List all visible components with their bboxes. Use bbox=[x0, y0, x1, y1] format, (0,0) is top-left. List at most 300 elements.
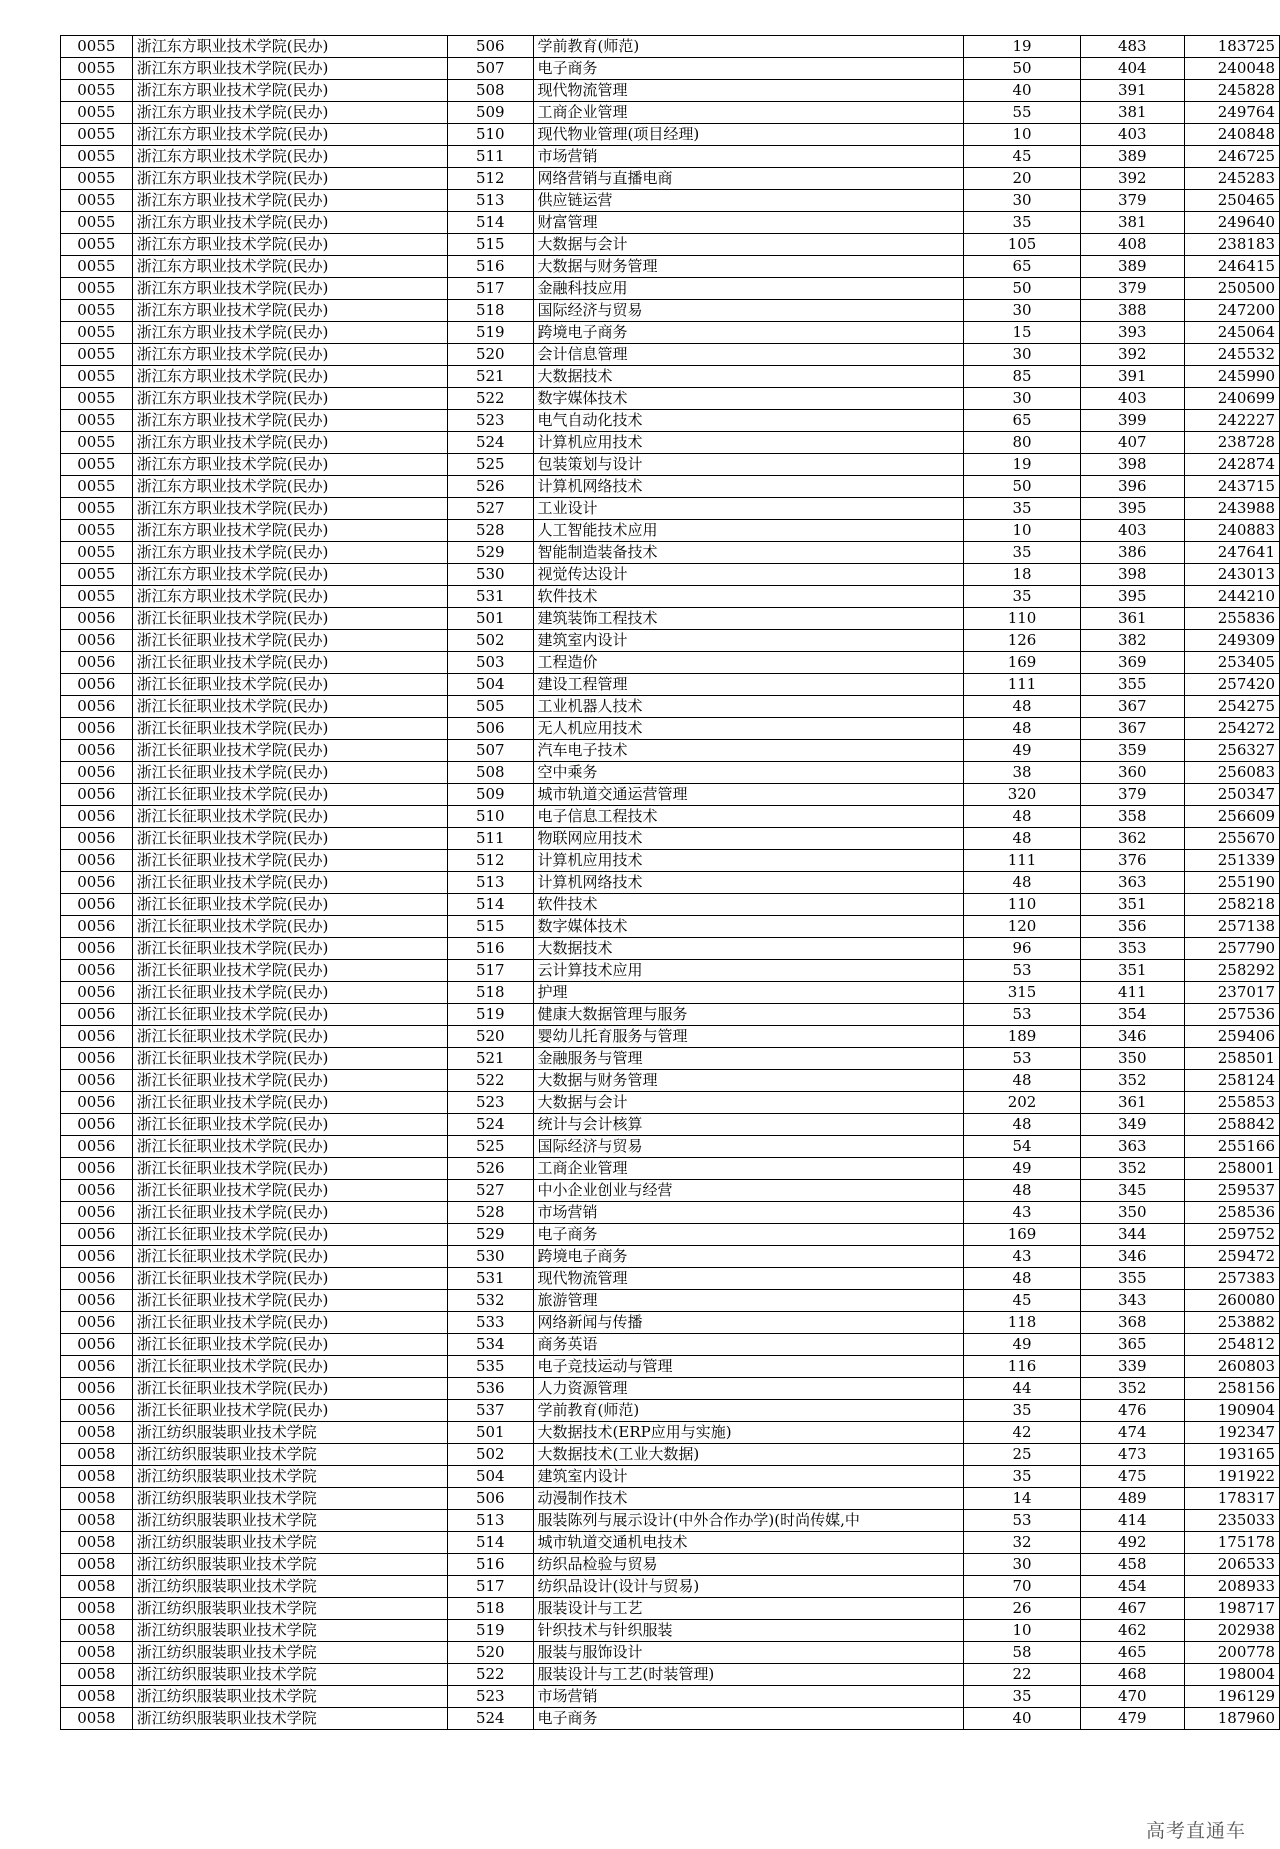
school-code-cell: 0056 bbox=[61, 1158, 133, 1180]
school-name-cell: 浙江东方职业技术学院(民办) bbox=[132, 58, 447, 80]
rank-cell: 258156 bbox=[1184, 1378, 1279, 1400]
score-cell: 359 bbox=[1080, 740, 1184, 762]
rank-cell: 255166 bbox=[1184, 1136, 1279, 1158]
score-cell: 354 bbox=[1080, 1004, 1184, 1026]
major-name-cell: 健康大数据管理与服务 bbox=[533, 1004, 964, 1026]
score-cell: 355 bbox=[1080, 674, 1184, 696]
score-cell: 398 bbox=[1080, 564, 1184, 586]
school-name-cell: 浙江东方职业技术学院(民办) bbox=[132, 146, 447, 168]
quota-cell: 19 bbox=[964, 454, 1081, 476]
score-cell: 376 bbox=[1080, 850, 1184, 872]
quota-cell: 35 bbox=[964, 586, 1081, 608]
rank-cell: 245532 bbox=[1184, 344, 1279, 366]
major-name-cell: 软件技术 bbox=[533, 586, 964, 608]
school-name-cell: 浙江长征职业技术学院(民办) bbox=[132, 960, 447, 982]
rank-cell: 246725 bbox=[1184, 146, 1279, 168]
rank-cell: 253882 bbox=[1184, 1312, 1279, 1334]
table-row bbox=[61, 520, 1280, 542]
table-row bbox=[61, 1070, 1280, 1092]
table-row bbox=[61, 256, 1280, 278]
quota-cell: 65 bbox=[964, 410, 1081, 432]
school-name-cell: 浙江纺织服装职业技术学院 bbox=[132, 1708, 447, 1730]
school-name-cell: 浙江长征职业技术学院(民办) bbox=[132, 630, 447, 652]
score-cell: 458 bbox=[1080, 1554, 1184, 1576]
major-code-cell: 527 bbox=[448, 498, 534, 520]
major-name-cell: 婴幼儿托育服务与管理 bbox=[533, 1026, 964, 1048]
quota-cell: 202 bbox=[964, 1092, 1081, 1114]
school-code-cell: 0056 bbox=[61, 828, 133, 850]
major-code-cell: 523 bbox=[448, 410, 534, 432]
table-row bbox=[61, 278, 1280, 300]
major-code-cell: 534 bbox=[448, 1334, 534, 1356]
table-row bbox=[61, 344, 1280, 366]
major-code-cell: 526 bbox=[448, 1158, 534, 1180]
major-name-cell: 智能制造装备技术 bbox=[533, 542, 964, 564]
quota-cell: 35 bbox=[964, 212, 1081, 234]
rank-cell: 259537 bbox=[1184, 1180, 1279, 1202]
major-name-cell: 供应链运营 bbox=[533, 190, 964, 212]
major-name-cell: 会计信息管理 bbox=[533, 344, 964, 366]
school-code-cell: 0055 bbox=[61, 124, 133, 146]
table-row bbox=[61, 740, 1280, 762]
major-code-cell: 529 bbox=[448, 542, 534, 564]
quota-cell: 54 bbox=[964, 1136, 1081, 1158]
quota-cell: 50 bbox=[964, 476, 1081, 498]
score-cell: 361 bbox=[1080, 1092, 1184, 1114]
quota-cell: 85 bbox=[964, 366, 1081, 388]
score-cell: 392 bbox=[1080, 344, 1184, 366]
school-name-cell: 浙江纺织服装职业技术学院 bbox=[132, 1532, 447, 1554]
major-name-cell: 市场营销 bbox=[533, 146, 964, 168]
school-name-cell: 浙江纺织服装职业技术学院 bbox=[132, 1444, 447, 1466]
major-name-cell: 电子商务 bbox=[533, 1224, 964, 1246]
major-name-cell: 建筑装饰工程技术 bbox=[533, 608, 964, 630]
school-name-cell: 浙江长征职业技术学院(民办) bbox=[132, 894, 447, 916]
school-code-cell: 0058 bbox=[61, 1422, 133, 1444]
quota-cell: 43 bbox=[964, 1202, 1081, 1224]
major-name-cell: 工程造价 bbox=[533, 652, 964, 674]
quota-cell: 35 bbox=[964, 498, 1081, 520]
major-code-cell: 508 bbox=[448, 762, 534, 784]
score-cell: 346 bbox=[1080, 1246, 1184, 1268]
major-code-cell: 515 bbox=[448, 234, 534, 256]
rank-cell: 250465 bbox=[1184, 190, 1279, 212]
major-code-cell: 520 bbox=[448, 344, 534, 366]
quota-cell: 53 bbox=[964, 960, 1081, 982]
major-name-cell: 大数据技术 bbox=[533, 938, 964, 960]
major-code-cell: 508 bbox=[448, 80, 534, 102]
score-cell: 358 bbox=[1080, 806, 1184, 828]
major-code-cell: 502 bbox=[448, 630, 534, 652]
score-cell: 362 bbox=[1080, 828, 1184, 850]
table-row bbox=[61, 168, 1280, 190]
score-cell: 393 bbox=[1080, 322, 1184, 344]
score-cell: 379 bbox=[1080, 278, 1184, 300]
school-name-cell: 浙江长征职业技术学院(民办) bbox=[132, 652, 447, 674]
rank-cell: 235033 bbox=[1184, 1510, 1279, 1532]
quota-cell: 14 bbox=[964, 1488, 1081, 1510]
quota-cell: 116 bbox=[964, 1356, 1081, 1378]
major-name-cell: 网络新闻与传播 bbox=[533, 1312, 964, 1334]
table-row bbox=[61, 146, 1280, 168]
major-code-cell: 517 bbox=[448, 1576, 534, 1598]
major-code-cell: 528 bbox=[448, 1202, 534, 1224]
score-cell: 345 bbox=[1080, 1180, 1184, 1202]
major-code-cell: 531 bbox=[448, 1268, 534, 1290]
rank-cell: 202938 bbox=[1184, 1620, 1279, 1642]
major-name-cell: 纺织品检验与贸易 bbox=[533, 1554, 964, 1576]
major-name-cell: 计算机网络技术 bbox=[533, 872, 964, 894]
table-row bbox=[61, 432, 1280, 454]
rank-cell: 259406 bbox=[1184, 1026, 1279, 1048]
table-row bbox=[61, 1488, 1280, 1510]
school-name-cell: 浙江东方职业技术学院(民办) bbox=[132, 234, 447, 256]
major-code-cell: 525 bbox=[448, 1136, 534, 1158]
table-row bbox=[61, 1158, 1280, 1180]
school-name-cell: 浙江长征职业技术学院(民办) bbox=[132, 938, 447, 960]
school-name-cell: 浙江东方职业技术学院(民办) bbox=[132, 366, 447, 388]
school-code-cell: 0058 bbox=[61, 1466, 133, 1488]
score-cell: 365 bbox=[1080, 1334, 1184, 1356]
admission-score-table bbox=[60, 35, 1280, 1730]
major-name-cell: 计算机应用技术 bbox=[533, 850, 964, 872]
rank-cell: 175178 bbox=[1184, 1532, 1279, 1554]
score-cell: 483 bbox=[1080, 36, 1184, 58]
school-code-cell: 0055 bbox=[61, 190, 133, 212]
quota-cell: 10 bbox=[964, 1620, 1081, 1642]
major-name-cell: 学前教育(师范) bbox=[533, 36, 964, 58]
table-row bbox=[61, 36, 1280, 58]
score-cell: 379 bbox=[1080, 190, 1184, 212]
major-code-cell: 512 bbox=[448, 850, 534, 872]
table-row bbox=[61, 1268, 1280, 1290]
rank-cell: 245828 bbox=[1184, 80, 1279, 102]
rank-cell: 253405 bbox=[1184, 652, 1279, 674]
rank-cell: 257790 bbox=[1184, 938, 1279, 960]
school-name-cell: 浙江纺织服装职业技术学院 bbox=[132, 1510, 447, 1532]
table-row bbox=[61, 982, 1280, 1004]
major-name-cell: 电子商务 bbox=[533, 1708, 964, 1730]
rank-cell: 208933 bbox=[1184, 1576, 1279, 1598]
quota-cell: 48 bbox=[964, 1180, 1081, 1202]
school-code-cell: 0055 bbox=[61, 542, 133, 564]
table-row bbox=[61, 542, 1280, 564]
major-name-cell: 大数据与财务管理 bbox=[533, 256, 964, 278]
quota-cell: 189 bbox=[964, 1026, 1081, 1048]
table-row bbox=[61, 1642, 1280, 1664]
school-name-cell: 浙江长征职业技术学院(民办) bbox=[132, 1400, 447, 1422]
rank-cell: 238728 bbox=[1184, 432, 1279, 454]
score-cell: 468 bbox=[1080, 1664, 1184, 1686]
school-name-cell: 浙江长征职业技术学院(民办) bbox=[132, 1048, 447, 1070]
rank-cell: 244210 bbox=[1184, 586, 1279, 608]
school-code-cell: 0055 bbox=[61, 476, 133, 498]
score-cell: 391 bbox=[1080, 366, 1184, 388]
rank-cell: 258536 bbox=[1184, 1202, 1279, 1224]
rank-cell: 256083 bbox=[1184, 762, 1279, 784]
quota-cell: 35 bbox=[964, 1686, 1081, 1708]
major-code-cell: 513 bbox=[448, 872, 534, 894]
school-name-cell: 浙江纺织服装职业技术学院 bbox=[132, 1488, 447, 1510]
score-cell: 414 bbox=[1080, 1510, 1184, 1532]
major-name-cell: 计算机应用技术 bbox=[533, 432, 964, 454]
major-name-cell: 软件技术 bbox=[533, 894, 964, 916]
table-row bbox=[61, 58, 1280, 80]
score-cell: 473 bbox=[1080, 1444, 1184, 1466]
score-cell: 346 bbox=[1080, 1026, 1184, 1048]
major-name-cell: 大数据与会计 bbox=[533, 234, 964, 256]
quota-cell: 110 bbox=[964, 894, 1081, 916]
major-code-cell: 511 bbox=[448, 146, 534, 168]
school-code-cell: 0055 bbox=[61, 300, 133, 322]
school-code-cell: 0055 bbox=[61, 454, 133, 476]
major-name-cell: 跨境电子商务 bbox=[533, 1246, 964, 1268]
rank-cell: 183725 bbox=[1184, 36, 1279, 58]
table-row bbox=[61, 762, 1280, 784]
quota-cell: 32 bbox=[964, 1532, 1081, 1554]
major-code-cell: 516 bbox=[448, 938, 534, 960]
table-row bbox=[61, 850, 1280, 872]
school-name-cell: 浙江纺织服装职业技术学院 bbox=[132, 1686, 447, 1708]
rank-cell: 243013 bbox=[1184, 564, 1279, 586]
major-name-cell: 工商企业管理 bbox=[533, 102, 964, 124]
school-name-cell: 浙江东方职业技术学院(民办) bbox=[132, 212, 447, 234]
major-name-cell: 云计算技术应用 bbox=[533, 960, 964, 982]
table-row bbox=[61, 102, 1280, 124]
school-code-cell: 0055 bbox=[61, 36, 133, 58]
school-code-cell: 0056 bbox=[61, 1268, 133, 1290]
school-name-cell: 浙江东方职业技术学院(民办) bbox=[132, 168, 447, 190]
school-code-cell: 0056 bbox=[61, 916, 133, 938]
table-row bbox=[61, 410, 1280, 432]
quota-cell: 44 bbox=[964, 1378, 1081, 1400]
score-cell: 367 bbox=[1080, 696, 1184, 718]
rank-cell: 237017 bbox=[1184, 982, 1279, 1004]
school-code-cell: 0056 bbox=[61, 1378, 133, 1400]
school-name-cell: 浙江东方职业技术学院(民办) bbox=[132, 322, 447, 344]
quota-cell: 15 bbox=[964, 322, 1081, 344]
school-code-cell: 0058 bbox=[61, 1576, 133, 1598]
school-name-cell: 浙江长征职业技术学院(民办) bbox=[132, 762, 447, 784]
quota-cell: 48 bbox=[964, 872, 1081, 894]
school-code-cell: 0056 bbox=[61, 652, 133, 674]
table-row bbox=[61, 1334, 1280, 1356]
major-code-cell: 511 bbox=[448, 828, 534, 850]
rank-cell: 260803 bbox=[1184, 1356, 1279, 1378]
major-code-cell: 520 bbox=[448, 1642, 534, 1664]
school-name-cell: 浙江东方职业技术学院(民办) bbox=[132, 586, 447, 608]
rank-cell: 193165 bbox=[1184, 1444, 1279, 1466]
score-cell: 403 bbox=[1080, 520, 1184, 542]
school-code-cell: 0056 bbox=[61, 1312, 133, 1334]
major-code-cell: 525 bbox=[448, 454, 534, 476]
school-name-cell: 浙江长征职业技术学院(民办) bbox=[132, 850, 447, 872]
quota-cell: 58 bbox=[964, 1642, 1081, 1664]
rank-cell: 255836 bbox=[1184, 608, 1279, 630]
school-code-cell: 0056 bbox=[61, 674, 133, 696]
rank-cell: 187960 bbox=[1184, 1708, 1279, 1730]
school-name-cell: 浙江长征职业技术学院(民办) bbox=[132, 1356, 447, 1378]
school-code-cell: 0056 bbox=[61, 850, 133, 872]
major-code-cell: 521 bbox=[448, 366, 534, 388]
rank-cell: 255670 bbox=[1184, 828, 1279, 850]
quota-cell: 35 bbox=[964, 1400, 1081, 1422]
school-code-cell: 0055 bbox=[61, 322, 133, 344]
score-cell: 382 bbox=[1080, 630, 1184, 652]
rank-cell: 190904 bbox=[1184, 1400, 1279, 1422]
quota-cell: 48 bbox=[964, 828, 1081, 850]
quota-cell: 49 bbox=[964, 1334, 1081, 1356]
quota-cell: 49 bbox=[964, 740, 1081, 762]
major-name-cell: 空中乘务 bbox=[533, 762, 964, 784]
quota-cell: 45 bbox=[964, 146, 1081, 168]
rank-cell: 256327 bbox=[1184, 740, 1279, 762]
school-code-cell: 0056 bbox=[61, 1004, 133, 1026]
major-code-cell: 519 bbox=[448, 1620, 534, 1642]
score-cell: 391 bbox=[1080, 80, 1184, 102]
score-cell: 356 bbox=[1080, 916, 1184, 938]
quota-cell: 53 bbox=[964, 1004, 1081, 1026]
table-row bbox=[61, 1202, 1280, 1224]
rank-cell: 242227 bbox=[1184, 410, 1279, 432]
table-row bbox=[61, 1532, 1280, 1554]
school-name-cell: 浙江纺织服装职业技术学院 bbox=[132, 1422, 447, 1444]
quota-cell: 48 bbox=[964, 1114, 1081, 1136]
major-code-cell: 524 bbox=[448, 1114, 534, 1136]
school-name-cell: 浙江长征职业技术学院(民办) bbox=[132, 1136, 447, 1158]
school-name-cell: 浙江纺织服装职业技术学院 bbox=[132, 1576, 447, 1598]
school-code-cell: 0055 bbox=[61, 58, 133, 80]
school-name-cell: 浙江纺织服装职业技术学院 bbox=[132, 1554, 447, 1576]
rank-cell: 206533 bbox=[1184, 1554, 1279, 1576]
major-code-cell: 521 bbox=[448, 1048, 534, 1070]
table-row bbox=[61, 806, 1280, 828]
major-code-cell: 515 bbox=[448, 916, 534, 938]
quota-cell: 38 bbox=[964, 762, 1081, 784]
score-cell: 344 bbox=[1080, 1224, 1184, 1246]
major-name-cell: 大数据技术 bbox=[533, 366, 964, 388]
major-code-cell: 516 bbox=[448, 1554, 534, 1576]
school-code-cell: 0056 bbox=[61, 1136, 133, 1158]
major-name-cell: 金融服务与管理 bbox=[533, 1048, 964, 1070]
score-cell: 367 bbox=[1080, 718, 1184, 740]
quota-cell: 110 bbox=[964, 608, 1081, 630]
rank-cell: 178317 bbox=[1184, 1488, 1279, 1510]
major-name-cell: 数字媒体技术 bbox=[533, 388, 964, 410]
table-row bbox=[61, 388, 1280, 410]
school-code-cell: 0056 bbox=[61, 938, 133, 960]
rank-cell: 254812 bbox=[1184, 1334, 1279, 1356]
school-name-cell: 浙江长征职业技术学院(民办) bbox=[132, 982, 447, 1004]
school-name-cell: 浙江东方职业技术学院(民办) bbox=[132, 80, 447, 102]
quota-cell: 48 bbox=[964, 696, 1081, 718]
major-code-cell: 506 bbox=[448, 718, 534, 740]
school-code-cell: 0055 bbox=[61, 80, 133, 102]
table-row bbox=[61, 1466, 1280, 1488]
major-name-cell: 人力资源管理 bbox=[533, 1378, 964, 1400]
school-code-cell: 0056 bbox=[61, 762, 133, 784]
major-code-cell: 506 bbox=[448, 1488, 534, 1510]
table-row bbox=[61, 1400, 1280, 1422]
rank-cell: 191922 bbox=[1184, 1466, 1279, 1488]
school-name-cell: 浙江东方职业技术学院(民办) bbox=[132, 432, 447, 454]
rank-cell: 240699 bbox=[1184, 388, 1279, 410]
quota-cell: 22 bbox=[964, 1664, 1081, 1686]
major-code-cell: 517 bbox=[448, 960, 534, 982]
school-name-cell: 浙江长征职业技术学院(民办) bbox=[132, 1180, 447, 1202]
major-name-cell: 建筑室内设计 bbox=[533, 630, 964, 652]
major-name-cell: 金融科技应用 bbox=[533, 278, 964, 300]
major-code-cell: 501 bbox=[448, 608, 534, 630]
quota-cell: 49 bbox=[964, 1158, 1081, 1180]
major-name-cell: 汽车电子技术 bbox=[533, 740, 964, 762]
major-name-cell: 大数据与财务管理 bbox=[533, 1070, 964, 1092]
major-name-cell: 服装设计与工艺 bbox=[533, 1598, 964, 1620]
major-name-cell: 城市轨道交通机电技术 bbox=[533, 1532, 964, 1554]
rank-cell: 198717 bbox=[1184, 1598, 1279, 1620]
score-cell: 350 bbox=[1080, 1202, 1184, 1224]
major-code-cell: 519 bbox=[448, 322, 534, 344]
quota-cell: 118 bbox=[964, 1312, 1081, 1334]
quota-cell: 30 bbox=[964, 1554, 1081, 1576]
rank-cell: 259472 bbox=[1184, 1246, 1279, 1268]
school-name-cell: 浙江东方职业技术学院(民办) bbox=[132, 388, 447, 410]
major-name-cell: 服装与服饰设计 bbox=[533, 1642, 964, 1664]
quota-cell: 35 bbox=[964, 542, 1081, 564]
rank-cell: 198004 bbox=[1184, 1664, 1279, 1686]
school-name-cell: 浙江长征职业技术学院(民办) bbox=[132, 696, 447, 718]
major-name-cell: 针织技术与针织服装 bbox=[533, 1620, 964, 1642]
school-name-cell: 浙江东方职业技术学院(民办) bbox=[132, 190, 447, 212]
school-name-cell: 浙江长征职业技术学院(民办) bbox=[132, 1070, 447, 1092]
major-name-cell: 工业机器人技术 bbox=[533, 696, 964, 718]
school-code-cell: 0056 bbox=[61, 1202, 133, 1224]
score-cell: 381 bbox=[1080, 212, 1184, 234]
rank-cell: 249764 bbox=[1184, 102, 1279, 124]
school-code-cell: 0055 bbox=[61, 146, 133, 168]
table-row bbox=[61, 1620, 1280, 1642]
major-code-cell: 517 bbox=[448, 278, 534, 300]
score-cell: 355 bbox=[1080, 1268, 1184, 1290]
major-name-cell: 纺织品设计(设计与贸易) bbox=[533, 1576, 964, 1598]
school-code-cell: 0056 bbox=[61, 608, 133, 630]
major-name-cell: 城市轨道交通运营管理 bbox=[533, 784, 964, 806]
quota-cell: 18 bbox=[964, 564, 1081, 586]
school-name-cell: 浙江东方职业技术学院(民办) bbox=[132, 256, 447, 278]
school-name-cell: 浙江长征职业技术学院(民办) bbox=[132, 1026, 447, 1048]
rank-cell: 258124 bbox=[1184, 1070, 1279, 1092]
score-cell: 349 bbox=[1080, 1114, 1184, 1136]
rank-cell: 247200 bbox=[1184, 300, 1279, 322]
school-code-cell: 0056 bbox=[61, 718, 133, 740]
major-name-cell: 电气自动化技术 bbox=[533, 410, 964, 432]
score-cell: 408 bbox=[1080, 234, 1184, 256]
rank-cell: 251339 bbox=[1184, 850, 1279, 872]
score-cell: 407 bbox=[1080, 432, 1184, 454]
quota-cell: 48 bbox=[964, 1070, 1081, 1092]
quota-cell: 25 bbox=[964, 1444, 1081, 1466]
school-name-cell: 浙江纺织服装职业技术学院 bbox=[132, 1664, 447, 1686]
major-code-cell: 532 bbox=[448, 1290, 534, 1312]
school-code-cell: 0056 bbox=[61, 630, 133, 652]
major-code-cell: 519 bbox=[448, 1004, 534, 1026]
quota-cell: 30 bbox=[964, 300, 1081, 322]
quota-cell: 96 bbox=[964, 938, 1081, 960]
table-row bbox=[61, 718, 1280, 740]
school-code-cell: 0056 bbox=[61, 1224, 133, 1246]
major-name-cell: 国际经济与贸易 bbox=[533, 300, 964, 322]
rank-cell: 243715 bbox=[1184, 476, 1279, 498]
